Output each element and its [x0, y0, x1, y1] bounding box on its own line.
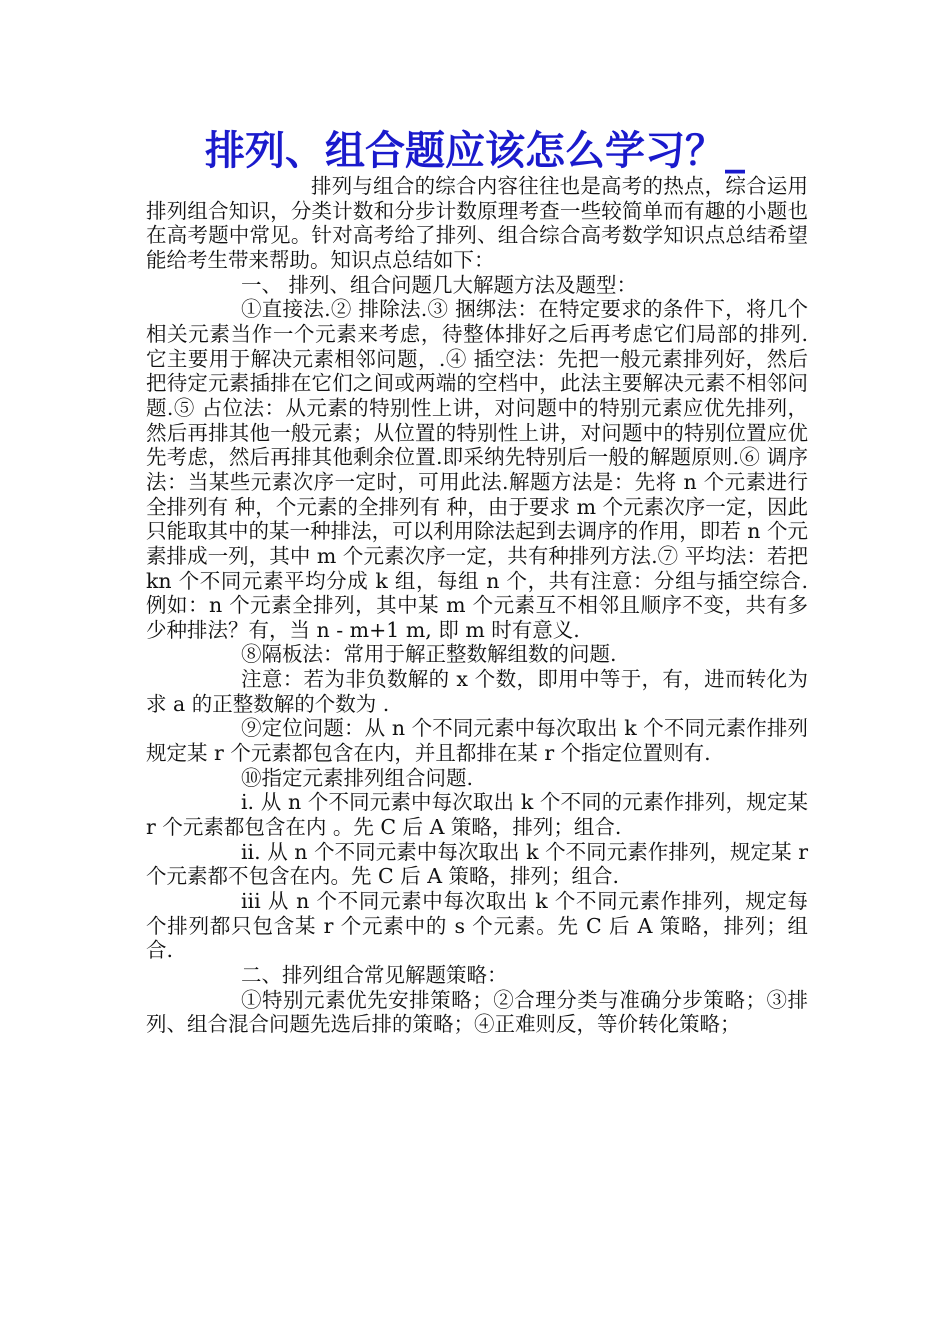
- paragraph-specified-elements: ⑩指定元素排列组合问题.: [241, 765, 474, 790]
- paragraph-partition-method: ⑧隔板法：常用于解正整数解组数的问题.: [241, 642, 617, 667]
- paragraph-case-iii: iii 从 n 个不同元素中每次取出 k 个不同元素作排列，规定每个排列都只包含某 r 个元素中的 s 个元素。先 C 后 A 策略，排列；组合.: [146, 889, 808, 963]
- paragraph-intro: 排列与组合的综合内容往往也是高考的热点，综合运用排列组合知识，分类计数和分步计数原理考查一些较简单而有趣的小题也在高考题中常见。针对高考给了排列、组合综合高考数学知识点总结希望能给考生带来帮助。知识点总结如下：: [146, 174, 808, 272]
- section-heading-2: 二、排列组合常见解题策略：: [241, 963, 508, 987]
- document-body: [146, 174, 808, 1037]
- paragraph-case-ii: ii. 从 n 个不同元素中每次取出 k 个不同元素作排列，规定某 r 个元素都不包含在内。先 C 后 A 策略，排列；组合.: [146, 839, 808, 889]
- paragraph-strategies: ①特别元素优先安排策略；②合理分类与准确分步策略；③排列、组合混合问题先选后排的策略；④正难则反，等价转化策略；: [146, 987, 808, 1037]
- paragraph-positioning: ⑨定位问题：从 n 个不同元素中每次取出 k 个不同元素作排列规定某 r 个元素都包含在内，并且都排在某 r 个指定位置则有.: [146, 716, 808, 766]
- paragraph-methods: ①直接法.② 排除法.③ 捆绑法：在特定要求的条件下，将几个相关元素当作一个元素来考虑，待整体排好之后再考虑它们局部的排列.它主要用于解决元素相邻问题，.④ 插空法：先把一般元素排列好，然后把待定元素插排在它们之间或两端的空档中，此法主要解决元素不相邻问题.⑤ 占位法：从元素的特别性上讲，对问题中的特别元素应优先排列，然后再排其他一般元素；从位置的特别性上讲，对问题中的特别位置应优先考虑，然后再排其他剩余位置.即采纳先特别后一般的解题原则.⑥ 调序法：当某些元素次序一定时，可用此法.解题方法是：先将 n 个元素进行全排列有 种，个元素的全排列有 种，由于要求 m 个元素次序一定，因此只能取其中的某一种排法，可以利用除法起到去调序的作用，即若 n 个元素排成一列，其中 m 个元素次序一定，共有种排列方法.⑦ 平均法：若把 kn 个不同元素平均分成 k 组，每组 n 个，共有注意：分组与插空综合. 例如：n 个元素全排列，其中某 m 个元素互不相邻且顺序不变，共有多少种排法？有，当 n - m+1 m, 即 m 时有意义.: [146, 297, 808, 642]
- paragraph-note: 注意：若为非负数解的 x 个数，即用中等于，有，进而转化为求 a 的正整数解的个数为 .: [146, 667, 808, 716]
- section-heading-1: 一、 排列、组合问题几大解题方法及题型：: [241, 272, 638, 297]
- paragraph-case-i: i. 从 n 个不同元素中每次取出 k 个不同的元素作排列，规定某 r 个元素都包含在内 。先 C 后 A 策略，排列；组合.: [146, 790, 808, 840]
- document-title: 排列、组合题应该怎么学习？_: [205, 127, 745, 174]
